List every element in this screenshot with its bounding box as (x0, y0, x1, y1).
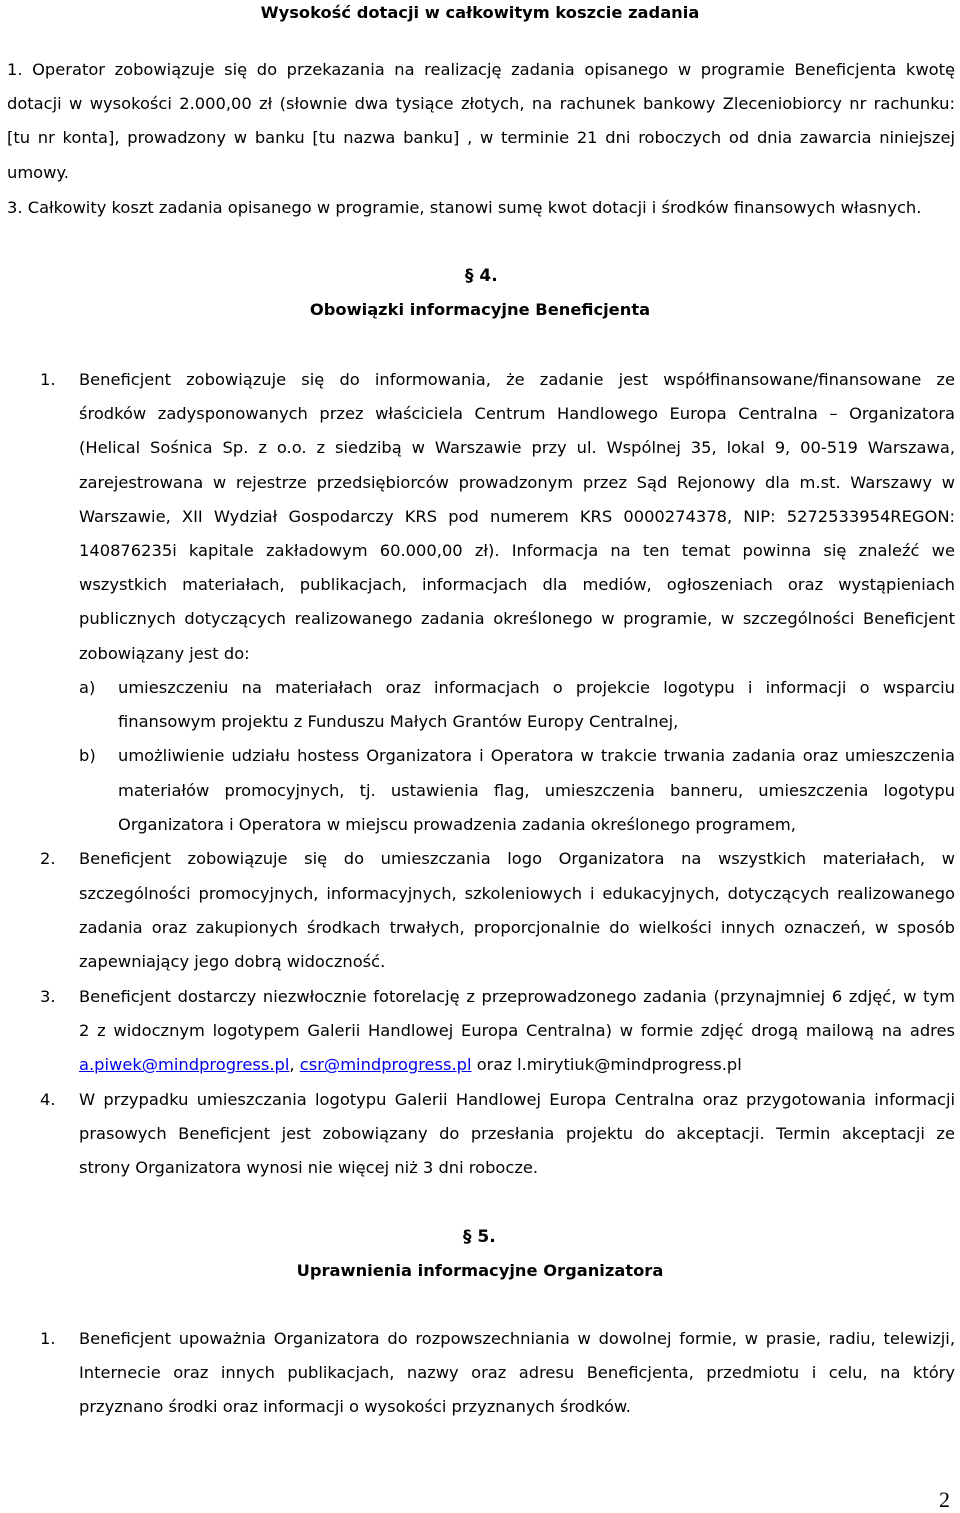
item-1-line-last: zobowiązany jest do: (79, 644, 250, 663)
email-tail: oraz l.mirytiuk@mindprogress.pl (471, 1055, 742, 1074)
section-4-heading: Obowiązki informacyjne Beneficjenta (309, 300, 651, 319)
item-1-line: wszystkich materiałach, publikacjach, informacjach dla mediów, ogłoszeniach oraz wystąpieniach (79, 575, 955, 594)
subitem-a-label: a) (79, 678, 96, 697)
item-2-line: zadania oraz zakupionych środkach trwałych, proporcjonalnie do wielkości innych oznaczeń, w sposób (79, 918, 955, 937)
subitem-b-line-3: Organizatora i Operatora w miejscu prowadzenia zadania określonego programem, (118, 815, 796, 834)
item-number: 1. (40, 370, 56, 389)
subitem-b-line-1: umożliwienie udziału hostess Organizatora i Operatora w trakcie trwania zadania oraz umieszczenia (118, 746, 955, 765)
section-5-number: § 5. (463, 1227, 496, 1247)
section-4-number: § 4. (465, 266, 498, 286)
item-number: 2. (40, 849, 56, 868)
item-1-line: Beneficjent zobowiązuje się do informowania, że zadanie jest współfinansowane/finansowane ze (79, 370, 955, 389)
item-1-line: Warszawie, XII Wydział Gospodarczy KRS pod numerem KRS 0000274378, NIP: 5272533954REGON: (79, 507, 955, 526)
item-1-line: zarejestrowana w rejestrze przedsiębiorców prowadzonym przez Sąd Rejonowy dla m.st. Warszawy w (79, 473, 955, 492)
paragraph-1-line-2: dotacji w wysokości 2.000,00 zł (słownie dwa tysiące złotych, na rachunek bankowy Zleceniobiorcy nr rachunku: (7, 94, 955, 113)
subitem-a-line-2: finansowym projektu z Funduszu Małych Grantów Europy Centralnej, (118, 712, 679, 731)
section-5-item-1-line-last: przyznano środki oraz informacji o wysokości przyznanych środków. (79, 1397, 631, 1416)
page-number: 2 (939, 1487, 950, 1512)
item-number: 4. (40, 1090, 56, 1109)
email-separator: , (289, 1055, 300, 1074)
section-title: Wysokość dotacji w całkowitym koszcie zadania (260, 3, 700, 22)
section-5-heading: Uprawnienia informacyjne Organizatora (296, 1261, 664, 1280)
section-5-item-1-line: Internecie oraz innych publikacjach, nazwy oraz adresu Beneficjenta, przedmiotu i celu, na który (79, 1363, 955, 1382)
subitem-b-label: b) (79, 746, 96, 765)
item-3-line: Beneficjent dostarczy niezwłocznie fotorelację z przeprowadzonego zadania (przynajmniej 6 zdjęć, w tym (79, 987, 955, 1006)
item-1-line: środków zadysponowanych przez właściciela Centrum Handlowego Europa Centralna – Organizatora (79, 404, 955, 423)
item-4-line: W przypadku umieszczania logotypu Galerii Handlowej Europa Centralna oraz przygotowania informacji (79, 1090, 955, 1109)
email-link[interactable]: a.piwek@mindprogress.pl (79, 1055, 290, 1074)
item-2-line: Beneficjent zobowiązuje się do umieszczania logo Organizatora na wszystkich materiałach, w (79, 849, 955, 868)
item-4-line: prasowych Beneficjent jest zobowiązany do przesłania projektu do akceptacji. Termin akceptacji ze (79, 1124, 955, 1143)
item-1-line: 140876235i kapitale zakładowym 60.000,00 zł). Informacja na ten temat powinna się znaleźć we (79, 541, 955, 560)
item-3-email-line (79, 1054, 742, 1076)
paragraph-3: 3. Całkowity koszt zadania opisanego w programie, stanowi sumę kwot dotacji i środków finansowych własnych. (7, 198, 922, 217)
item-3-line: 2 z widocznym logotypem Galerii Handlowej Europa Centralna) w formie zdjęć drogą mailową na adres (79, 1021, 955, 1040)
item-2-line-last: zapewniający jego dobrą widoczność. (79, 952, 386, 971)
paragraph-1-line-4: umowy. (7, 163, 69, 182)
item-number: 3. (40, 987, 56, 1006)
item-1-line: publicznych dotyczących realizowanego zadania określonego w programie, w szczególności Beneficjent (79, 609, 955, 628)
section-5-item-1-line: Beneficjent upoważnia Organizatora do rozpowszechniania w dowolnej formie, w prasie, radiu, telewizji, (79, 1329, 955, 1348)
paragraph-1-line-3: [tu nr konta], prowadzony w banku [tu nazwa banku] , w terminie 21 dni roboczych od dnia zawarcia niniejszej (7, 128, 955, 147)
email-link[interactable]: csr@mindprogress.pl (299, 1055, 472, 1074)
item-2-line: szczególności promocyjnych, informacyjnych, szkoleniowych i edukacyjnych, dotyczących realizowanego (79, 884, 955, 903)
item-4-line-last: strony Organizatora wynosi nie więcej niż 3 dni robocze. (79, 1158, 539, 1177)
paragraph-1-line-1: 1. Operator zobowiązuje się do przekazania na realizację zadania opisanego w programie Beneficjenta kwotę (7, 60, 955, 79)
subitem-a-line-1: umieszczeniu na materiałach oraz informacjach o projekcie logotypu i informacji o wsparciu (118, 678, 955, 697)
subitem-b-line-2: materiałów promocyjnych, tj. ustawienia flag, umieszczenia banneru, umieszczenia logotypu (118, 781, 955, 800)
item-1-line: (Helical Sośnica Sp. z o.o. z siedzibą w Warszawie przy ul. Wspólnej 35, lokal 9, 00-519 Warszawa, (79, 438, 955, 457)
item-number: 1. (40, 1329, 56, 1348)
